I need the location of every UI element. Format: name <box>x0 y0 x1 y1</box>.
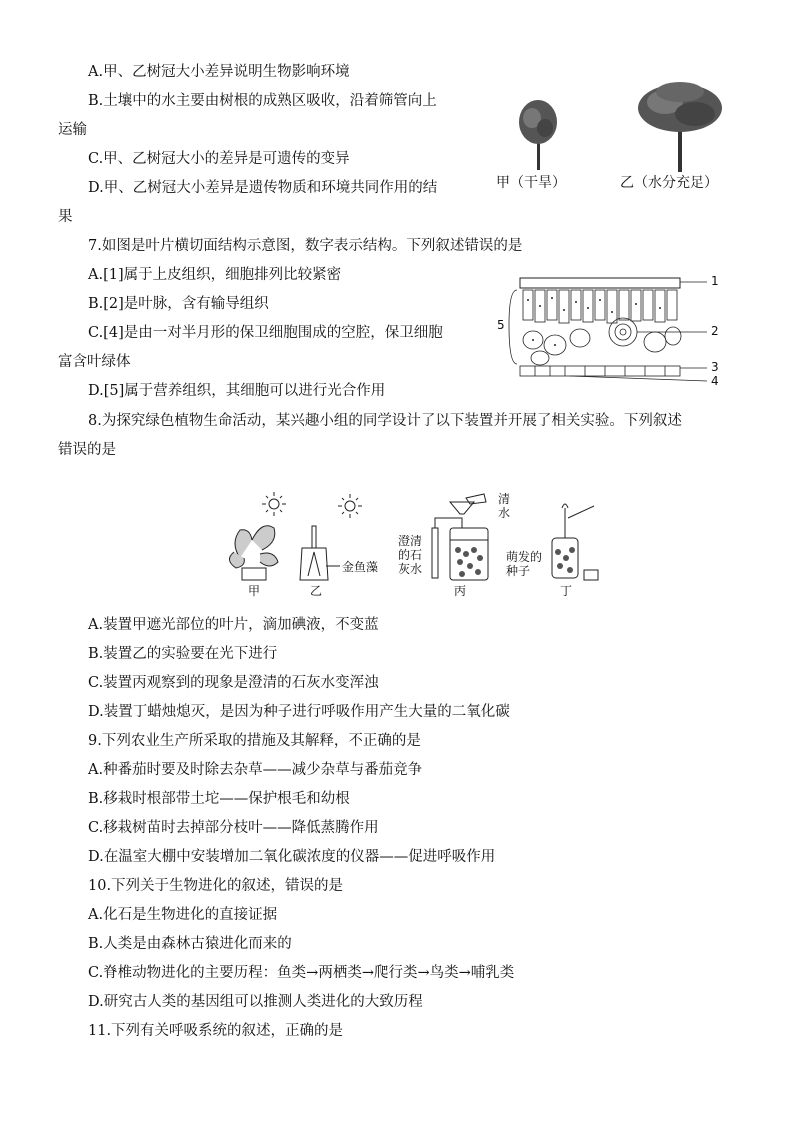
apparatus-label-c: 丙 <box>454 584 467 598</box>
q10-option-a: A.化石是生物进化的直接证据 <box>88 907 278 923</box>
q9-option-c: C.移栽树苗时去掉部分枝叶——降低蒸腾作用 <box>88 820 379 836</box>
q8-option-a: A.装置甲遮光部位的叶片，滴加碘液，不变蓝 <box>88 617 379 633</box>
q7-option-c: C.[4]是由一对半月形的保卫细胞围成的空腔，保卫细胞 <box>88 325 443 341</box>
q7-stem: 7.如图是叶片横切面结构示意图，数字表示结构。下列叙述错误的是 <box>88 238 523 254</box>
q6-option-b: B.土壤中的水主要由树根的成熟区吸收，沿着筛管向上 <box>88 93 437 109</box>
q6-option-d: D.甲、乙树冠大小差异是遗传物质和环境共同作用的结 <box>88 180 438 196</box>
algae-label: 金鱼藻 <box>342 560 379 574</box>
q6-tree-figure <box>490 80 750 195</box>
leaf-cross-section-figure <box>495 270 735 392</box>
large-tree-icon <box>638 82 722 172</box>
small-tree-icon <box>519 100 557 170</box>
q6-option-d-cont: 果 <box>58 209 73 225</box>
experiment-figure <box>222 488 602 600</box>
seeds-label-2: 种子 <box>506 564 531 578</box>
q9-option-a: A.种番茄时要及时除去杂草——减少杂草与番茄竞争 <box>88 762 423 778</box>
seeds-label-1: 萌发的 <box>506 550 543 564</box>
q8-option-d: D.装置丁蜡烛熄灭，是因为种子进行呼吸作用产生大量的二氧化碳 <box>88 704 510 720</box>
q10-stem: 10.下列关于生物进化的叙述，错误的是 <box>88 878 344 894</box>
q10-option-c: C.脊椎动物进化的主要历程：鱼类→两栖类→爬行类→鸟类→哺乳类 <box>88 965 515 981</box>
q7-option-a: A.[1]属于上皮组织，细胞排列比较紧密 <box>88 267 342 283</box>
q7-option-d: D.[5]属于营养组织，其细胞可以进行光合作用 <box>88 383 386 399</box>
q8-stem-line2: 错误的是 <box>58 442 116 458</box>
leaf-label-5: 5 <box>497 318 505 332</box>
q6-option-b-cont: 运输 <box>58 122 87 138</box>
limewater-label-1: 澄清 <box>398 534 423 548</box>
leaf-label-1: 1 <box>711 274 719 288</box>
limewater-label-3: 灰水 <box>398 562 423 576</box>
q11-stem: 11.下列有关呼吸系统的叙述，正确的是 <box>88 1023 344 1039</box>
q8-option-b: B.装置乙的实验要在光下进行 <box>88 646 278 662</box>
leaf-cross-section-diagram <box>495 270 735 392</box>
sun-icon <box>338 494 362 518</box>
q9-option-d: D.在温室大棚中安装增加二氧化碳浓度的仪器——促进呼吸作用 <box>88 849 496 865</box>
apparatus-label-a: 甲 <box>248 584 261 598</box>
q8-option-c: C.装置丙观察到的现象是澄清的石灰水变浑浊 <box>88 675 379 691</box>
sun-icon <box>262 492 286 516</box>
water-label-1: 清 <box>498 492 511 506</box>
q7-option-c-cont: 富含叶绿体 <box>58 354 131 370</box>
q6-option-a: A.甲、乙树冠大小差异说明生物影响环境 <box>88 64 350 80</box>
tree-a-label: 甲（干旱） <box>496 175 566 191</box>
q9-option-b: B.移栽时根部带土坨——保护根毛和幼根 <box>88 791 350 807</box>
limewater-label-2: 的石 <box>398 548 423 562</box>
q10-option-d: D.研究古人类的基因组可以推测人类进化的大致历程 <box>88 994 423 1010</box>
q7-option-b: B.[2]是叶脉，含有输导组织 <box>88 296 269 312</box>
q10-option-b: B.人类是由森林古猿进化而来的 <box>88 936 292 952</box>
leaf-label-3: 3 <box>711 360 719 374</box>
apparatus-label-d: 丁 <box>560 584 573 598</box>
water-label-2: 水 <box>498 506 511 520</box>
q9-stem: 9.下列农业生产所采取的措施及其解释，不正确的是 <box>88 733 421 749</box>
q6-option-c: C.甲、乙树冠大小的差异是可遗传的变异 <box>88 151 350 167</box>
q8-stem-line1: 8.为探究绿色植物生命活动，某兴趣小组的同学设计了以下装置并开展了相关实验。下列叙述 <box>88 413 682 429</box>
leaf-label-4: 4 <box>711 374 719 388</box>
leaf-label-2: 2 <box>711 324 719 338</box>
tree-b-label: 乙（水分充足） <box>620 175 718 191</box>
apparatus-label-b: 乙 <box>310 584 323 598</box>
